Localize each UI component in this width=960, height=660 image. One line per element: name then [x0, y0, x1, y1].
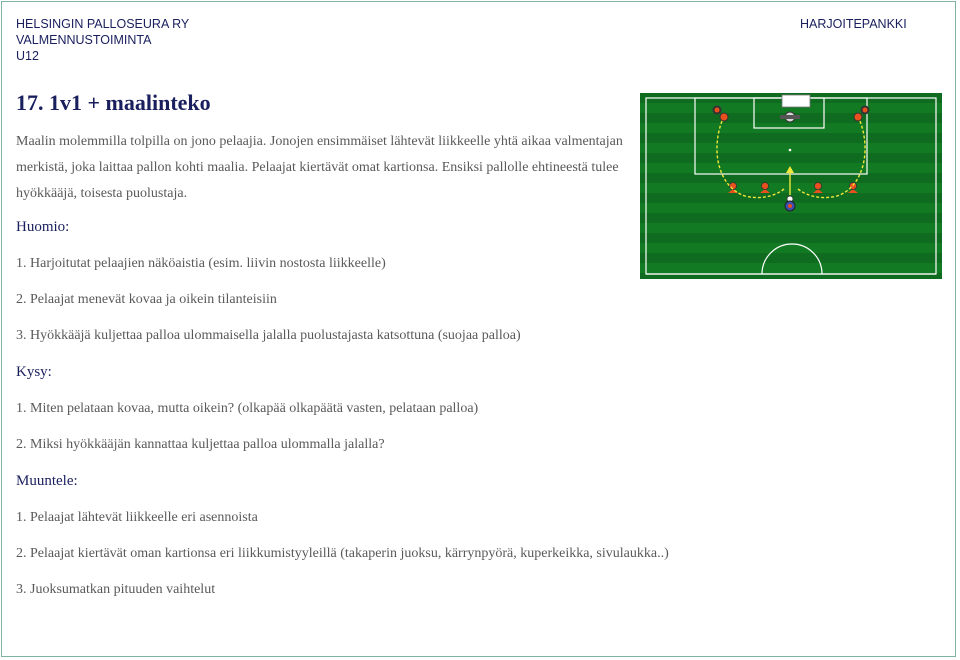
kysy-heading: Kysy: [16, 364, 52, 380]
org-department: VALMENNUSTOIMINTA [16, 33, 152, 47]
penalty-spot [789, 149, 792, 152]
goal [782, 95, 810, 107]
age-group: U12 [16, 49, 39, 63]
muuntele-heading: Muuntele: [16, 473, 78, 489]
exercise-description: Maalin molemmilla tolpilla on jono pelaajia. Jonojen ensimmäiset lähtevät liikkeelle yhtä aikaa valmentajan merkistä, joka laittaa pallon kohti maalia. Pelaajat kiertävät omat kartionsa. Ensiksi pallolle ehtineestä tulee hyökkääjä, toisesta puolustaja. [16, 134, 623, 201]
exercise-bank-label: HARJOITEPANKKI [800, 17, 907, 31]
pitch-diagram [640, 93, 942, 279]
huomio-heading: Huomio: [16, 219, 70, 235]
huomio-item: 2. Pelaajat menevät kovaa ja oikein tilanteisiin [16, 292, 277, 307]
org-name: HELSINGIN PALLOSEURA RY [16, 17, 190, 31]
muuntele-item: 2. Pelaajat kiertävät oman kartionsa eri liikkumistyyleillä (takaperin juoksu, kärrynpyörä, kuperkeikka, sivulaukka..) [16, 546, 669, 561]
pitch-diagram-svg [640, 93, 942, 279]
muuntele-item: 3. Juoksumatkan pituuden vaihtelut [16, 582, 216, 597]
exercise-title: 17. 1v1 + maalinteko [16, 90, 211, 115]
huomio-item: 1. Harjoitutat pelaajien näköaistia (esim. liivin nostosta liikkeelle) [16, 256, 386, 271]
kysy-item: 2. Miksi hyökkääjän kannattaa kuljettaa palloa ulommalla jalalla? [16, 437, 385, 452]
kysy-item: 1. Miten pelataan kovaa, mutta oikein? (olkapää olkapäätä vasten, pelataan palloa) [16, 401, 479, 416]
huomio-item: 3. Hyökkääjä kuljettaa palloa ulommaisella jalalla puolustajasta katsottuna (suojaa palloa) [16, 328, 521, 343]
muuntele-item: 1. Pelaajat lähtevät liikkeelle eri asennoista [16, 510, 258, 525]
document-header-org [16, 16, 189, 64]
